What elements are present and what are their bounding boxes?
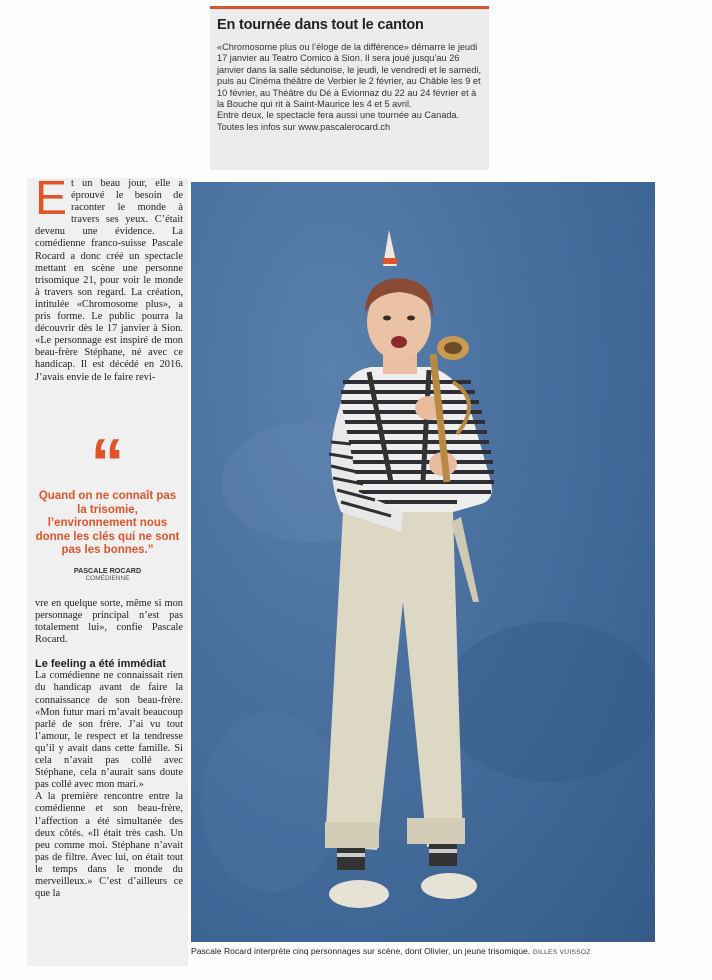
quote-role: COMÉDIENNE <box>85 574 130 582</box>
article-photo <box>191 182 655 942</box>
paragraph-1-text: t un beau jour, elle a éprouvé le besoin de raconter le monde à travers ses yeux. C’était devenu une évidence. La comédienne franco-suisse Pascale Rocard a donc créé un spectacle mettant en scène une personne trisomique 21, pour voir le monde à travers son regard. La création, intitulée «Chromosome plus», a pris forme. Le public pourra la découvrir dès le 17 janvier à Sion. «Le personnage est inspiré de mon beau-frère Stéphane, né avec ce handicap. Il est décédé en 2016. J’avais envie de le faire revi- <box>35 178 183 383</box>
photo-credit: GILLES VUISSOZ <box>532 949 591 956</box>
article-subhead: Le feeling a été immédiat <box>35 658 166 671</box>
photo-caption <box>191 946 661 956</box>
info-box-body-2: Entre deux, le spectacle fera aussi une tournée au Canada. Toutes les infos sur www.pascalerocard.ch <box>217 110 460 132</box>
article-paragraph-3: La comédienne ne connaissait rien du handicap avant de faire la connaissance de son beau-frère. «Mon futur mari m’avait beaucoup parlé de son frère. J’ai vu tout l’amour, le respect et la tendresse qu’il y avait dans cette famille. Si cela n’avait pas collé avec Stéphane, cela n’aurait sans doute pas collé avec mon mari.» <box>35 670 183 791</box>
quote-text: Quand on ne connaît pas la trisomie, l’environnement nous donne les clés qui ne sont pas les bonnes.” <box>35 490 180 556</box>
info-box <box>210 6 489 170</box>
article-continuation <box>27 598 188 900</box>
article-column <box>27 172 188 966</box>
article-paragraph-2: vre en quelque sorte, même si mon personnage principal n’est pas totalement lui», confie Pascale Rocard. <box>35 598 183 646</box>
pull-quote <box>27 425 188 582</box>
drop-cap: E <box>35 172 68 225</box>
info-box-body: «Chromosome plus ou l’éloge de la différence» démarre le jeudi 17 janvier au Teatro Comico à Sion. Il sera joué jusqu’au 26 janvier dans la salle sédunoise, le jeudi, le vendredi et le samedi, puis au Cinéma théâtre de Verbier le 2 février, au Châble les 9 et 10 février, au Théâtre du Dé à Evionnaz du 22 au 24 février et à la Bouche qui rit à Saint-Maurice les 4 et 5 avril. <box>217 42 482 110</box>
quote-author: PASCALE ROCARD <box>73 565 142 575</box>
quote-marks-icon: “ <box>90 425 125 501</box>
article-paragraph-4: A la première rencontre entre la comédienne et son beau-frère, l’affection a été simultanée des deux côtés. «Il était très cash. Un peu comme moi. Stéphane n’avait pas de filtre. Avec lui, on était tout le temps dans le monde du merveilleux.» C’est d’ailleurs ce que la <box>35 791 183 900</box>
info-box-title: En tournée dans tout le canton <box>217 17 424 33</box>
article-paragraph-1 <box>27 172 188 384</box>
performer-illustration <box>191 182 655 942</box>
caption-text: Pascale Rocard interprète cinq personnages sur scène, dont Olivier, un jeune trisomique. <box>191 946 531 956</box>
